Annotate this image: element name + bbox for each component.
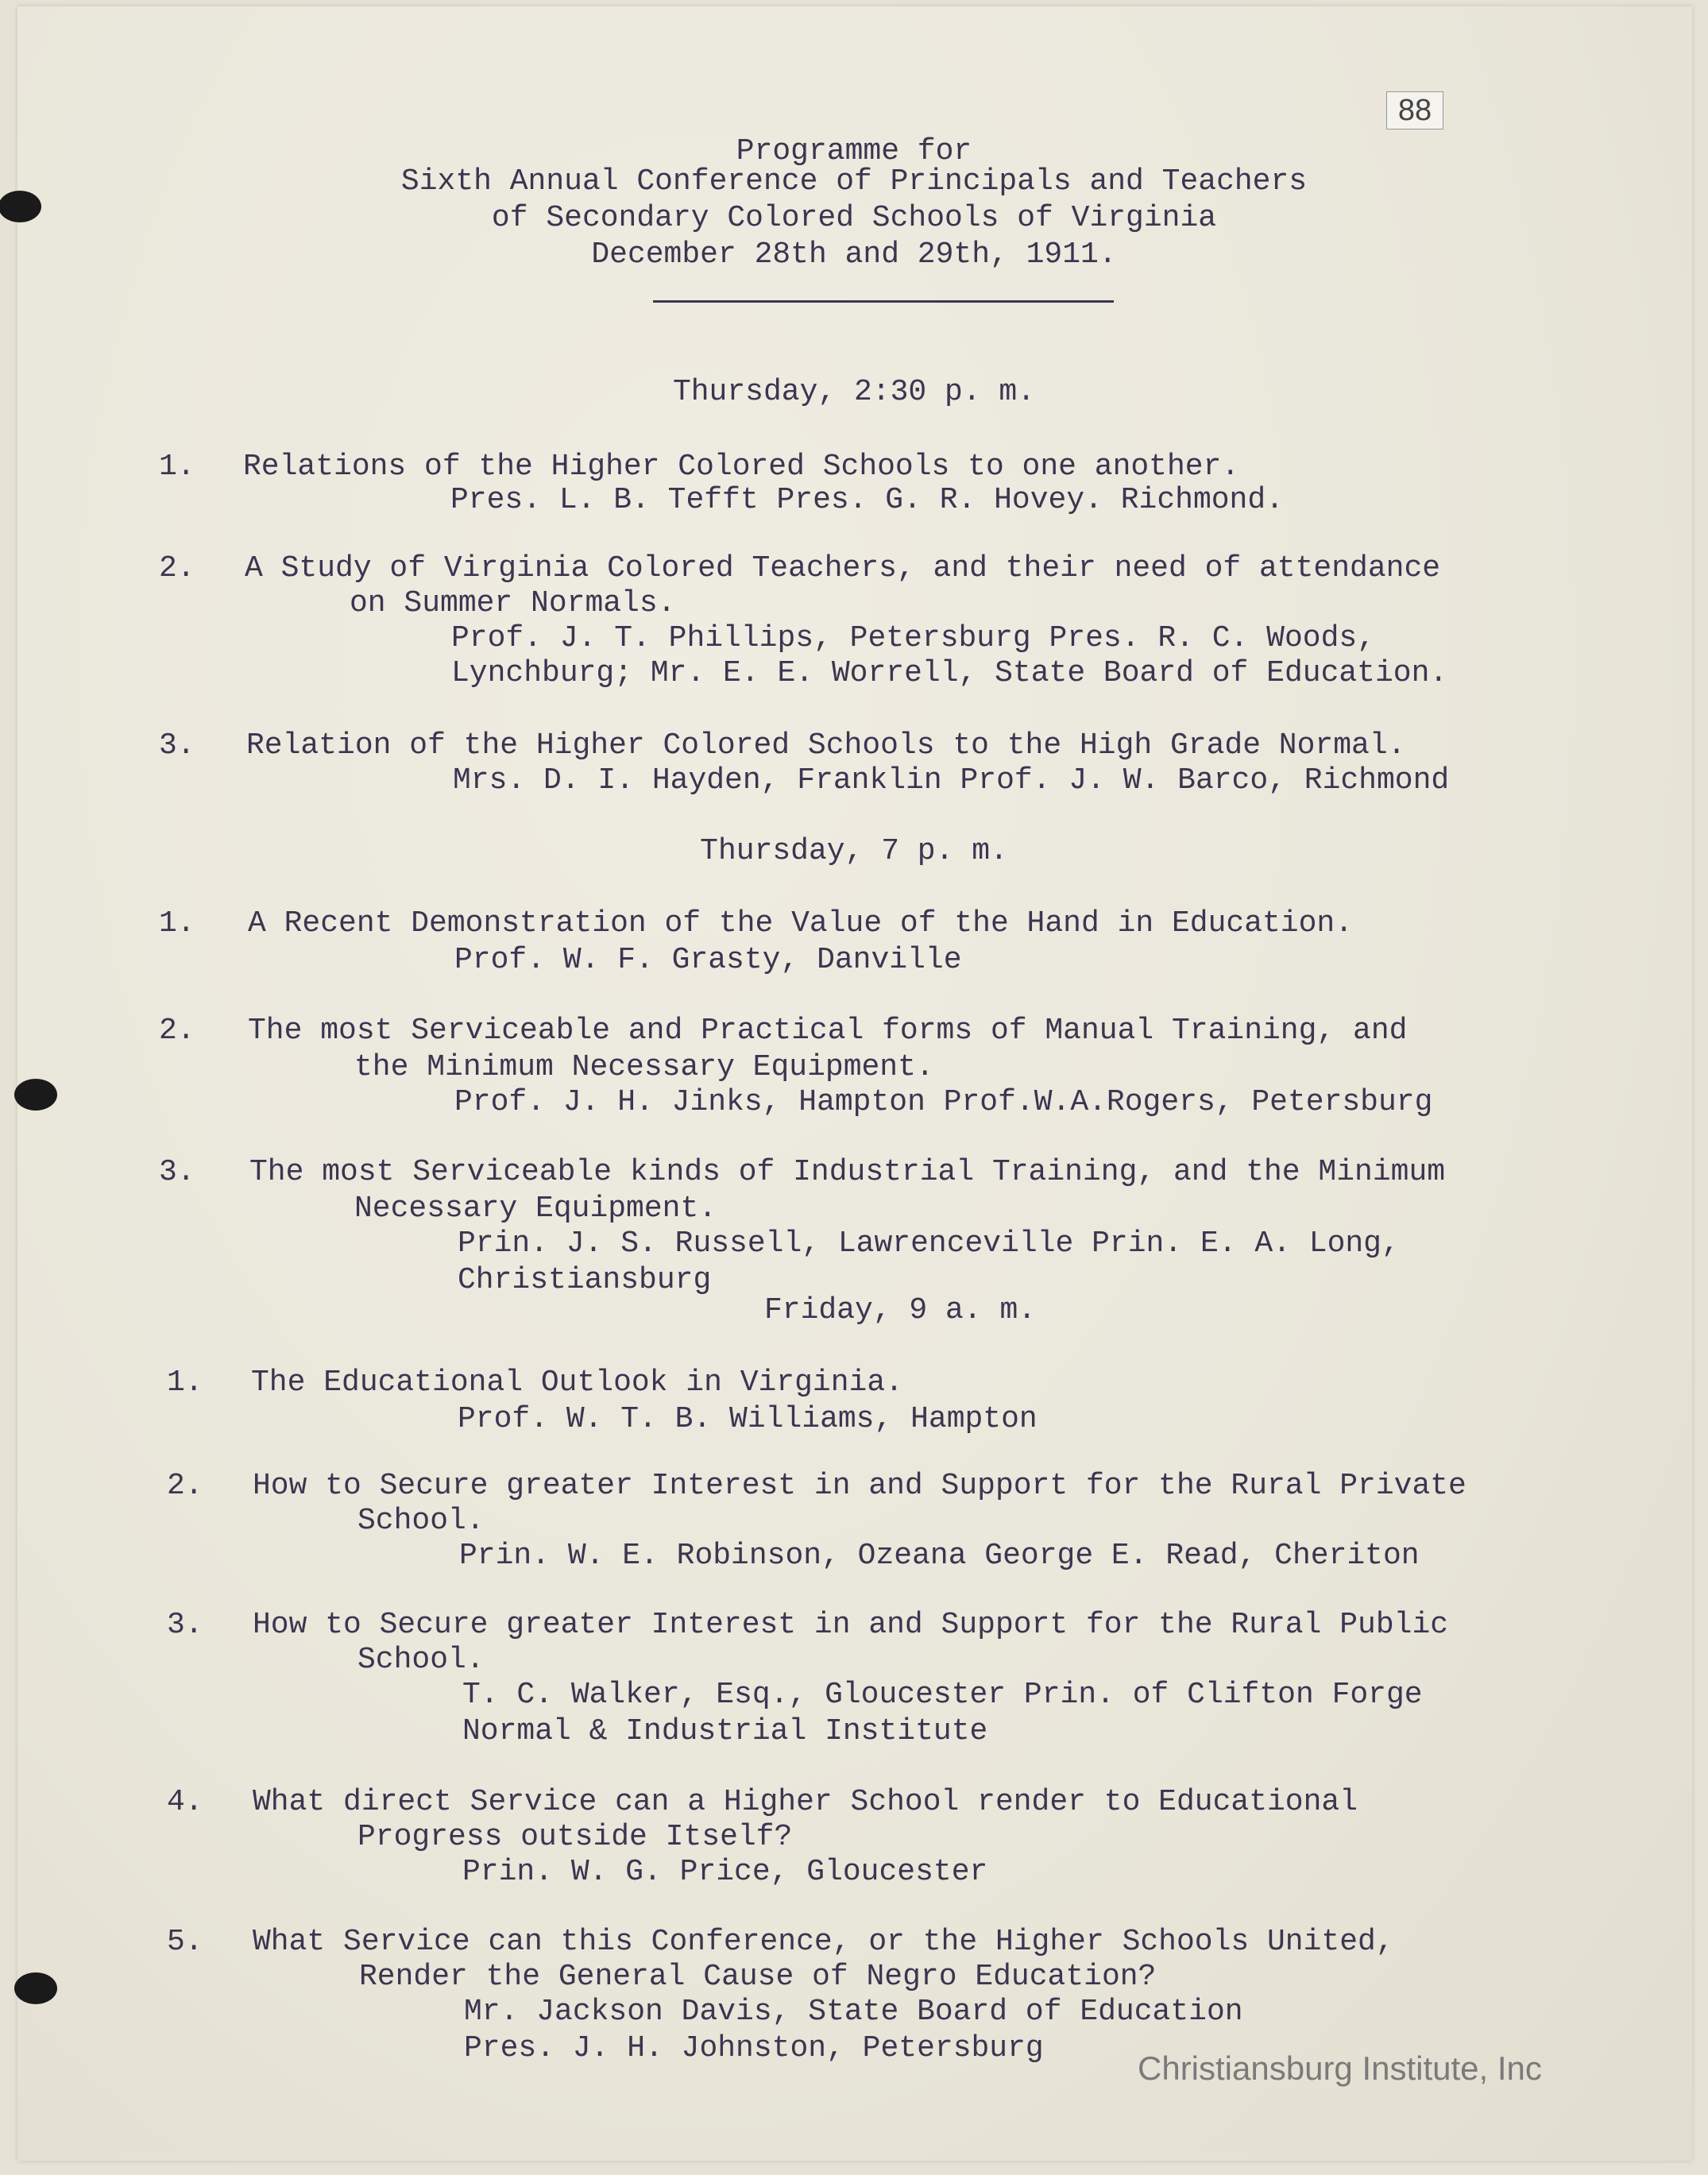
item-topic-cont: the Minimum Necessary Equipment. [354,1050,934,1084]
item-speakers: Prof. W. T. B. Williams, Hampton [458,1402,1038,1436]
item-speakers: Mrs. D. I. Hayden, Franklin Prof. J. W. Barco, Richmond [453,763,1450,798]
item-number: 4. [167,1785,203,1819]
item-topic-cont: Render the General Cause of Negro Education? [359,1960,1157,1994]
item-speakers: Prin. J. S. Russell, Lawrenceville Prin. E. A. Long, [458,1227,1400,1261]
item-topic: Relations of the Higher Colored Schools to one another. [243,450,1240,484]
item-speakers-cont: Normal & Industrial Institute [462,1714,988,1748]
item-speakers: Prof. J. T. Phillips, Petersburg Pres. R. C. Woods, [451,621,1375,655]
item-topic-cont: School. [357,1643,485,1677]
item-topic: The most Serviceable and Practical forms of Manual Training, and [248,1014,1408,1048]
item-topic: Relation of the Higher Colored Schools to the High Grade Normal. [246,728,1406,763]
item-number: 5. [167,1925,203,1959]
item-topic-cont: on Summer Normals. [350,586,676,620]
item-number: 1. [159,906,195,941]
title-line-2: Sixth Annual Conference of Principals and Teachers [400,164,1308,199]
item-number: 2. [159,1014,195,1048]
item-speakers: Mr. Jackson Davis, State Board of Education [464,1995,1243,2029]
session-heading: Thursday, 7 p. m. [700,834,1008,868]
item-speakers: Prin. W. G. Price, Gloucester [462,1855,988,1889]
item-speakers: T. C. Walker, Esq., Gloucester Prin. of Clifton Forge [462,1678,1423,1712]
item-topic: A Study of Virginia Colored Teachers, and their need of attendance [245,551,1441,585]
item-speakers: Prof. J. H. Jinks, Hampton Prof.W.A.Rogers, Petersburg [454,1085,1433,1119]
title-line-1: Programme for [736,134,972,168]
item-topic-cont: Necessary Equipment. [354,1192,717,1226]
title-line-3: of Secondary Colored Schools of Virginia [491,201,1217,235]
session-heading: Friday, 9 a. m. [764,1293,1037,1327]
item-speakers-cont: Christiansburg [458,1263,712,1297]
item-speakers: Prin. W. E. Robinson, Ozeana George E. Read, Cheriton [459,1539,1420,1573]
item-speakers: Prof. W. F. Grasty, Danville [454,943,962,977]
item-topic: The most Serviceable kinds of Industrial Training, and the Minimum [249,1155,1446,1189]
title-line-4: December 28th and 29th, 1911. [591,238,1117,272]
watermark: Christiansburg Institute, Inc [1138,2049,1542,2087]
page-number: 88 [1386,91,1443,129]
item-number: 1. [167,1366,203,1400]
item-number: 1. [159,450,195,484]
item-topic: What direct Service can a Higher School render to Educational [253,1785,1358,1819]
title-divider [653,300,1114,303]
item-number: 3. [159,1155,195,1189]
punch-hole [14,1079,57,1111]
item-topic: What Service can this Conference, or the Higher Schools United, [253,1925,1394,1959]
item-topic: How to Secure greater Interest in and Support for the Rural Private [253,1469,1466,1503]
item-number: 3. [159,728,195,763]
item-topic: How to Secure greater Interest in and Support for the Rural Public [253,1608,1449,1642]
item-topic: A Recent Demonstration of the Value of the Hand in Education. [248,906,1354,941]
item-speakers: Pres. L. B. Tefft Pres. G. R. Hovey. Richmond. [450,483,1284,517]
item-topic: The Educational Outlook in Virginia. [251,1366,903,1400]
item-number: 2. [167,1469,203,1503]
item-speakers-cont: Lynchburg; Mr. E. E. Worrell, State Board of Education. [451,656,1448,690]
session-heading: Thursday, 2:30 p. m. [672,375,1036,409]
item-topic-cont: Progress outside Itself? [357,1820,793,1854]
punch-hole [14,1972,57,2004]
item-speakers-cont: Pres. J. H. Johnston, Petersburg [464,2031,1044,2065]
item-number: 2. [159,551,195,585]
item-topic-cont: School. [357,1504,485,1538]
item-number: 3. [167,1608,203,1642]
